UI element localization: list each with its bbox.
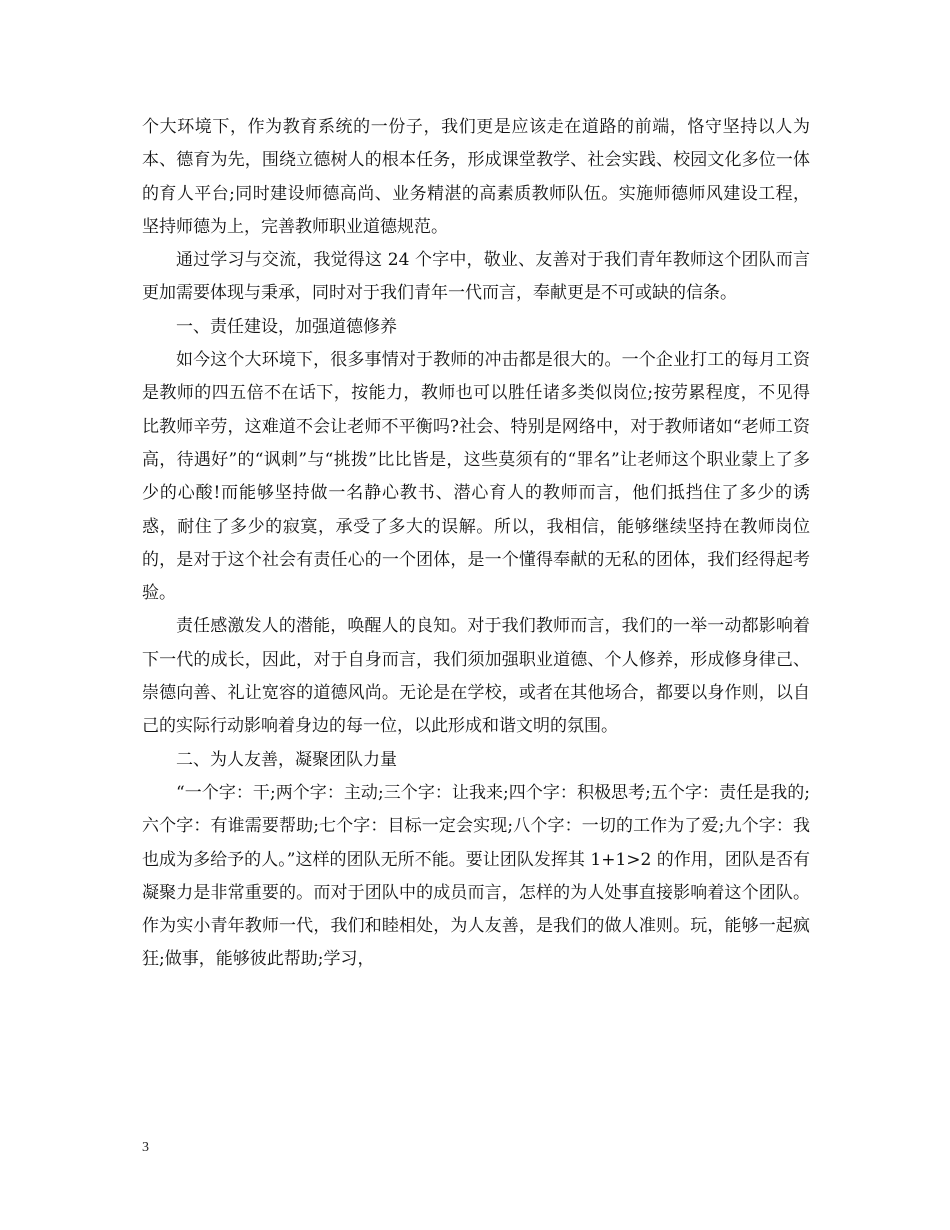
paragraph-3: 如今这个大环境下，很多事情对于教师的冲击都是很大的。一个企业打工的每月工资是教师的四五倍不在话下，按能力，教师也可以胜任诸多类似岗位;按劳累程度，不见得比教师辛劳，这难道不会让老师不平衡吗?社会、特别是网络中，对于教师诸如“老师工资高，待遇好”的“讽刺”与“挑拨”比比皆是，这些莫须有的“罪名”让老师这个职业蒙上了多少的心酸!而能够坚持做一名静心教书、潜心育人的教师而言，他们抵挡住了多少的诱惑，耐住了多少的寂寞，承受了多大的误解。所以，我相信，能够继续坚持在教师岗位的，是对于这个社会有责任心的一个团体，是一个懂得奉献的无私的团体，我们经得起考验。 [142,350,810,604]
paragraph-5: “一个字：干;两个字：主动;三个字：让我来;四个字：积极思考;五个字：责任是我的;六个字：有谁需要帮助;七个字：目标一定会实现;八个字：一切的工作为了爱;九个字：我也成为多给予的人。”这样的团队无所不能。要让团队发挥其 1+1>2 的作用，团队是否有凝聚力是非常重要的。而对于团队中的成员而言，怎样的为人处事直接影响着这个团队。作为实小青年教师一代，我们和睦相处，为人友善，是我们的做人准则。玩，能够一起疯狂;做事，能够彼此帮助;学习， [142,782,810,970]
section-heading-1: 一、责任建设，加强道德修养 [176,316,397,337]
section-heading-2: 二、为人友善，凝聚团队力量 [176,749,397,770]
paragraph-2: 通过学习与交流，我觉得这 24 个字中，敬业、友善对于我们青年教师这个团队而言更加需要体现与秉承，同时对于我们青年一代而言，奉献更是不可或缺的信条。 [142,250,810,304]
body-text [142,111,810,977]
paragraph-4: 责任感激发人的潜能，唤醒人的良知。对于我们教师而言，我们的一举一动都影响着下一代的成长，因此，对于自身而言，我们须加强职业道德、个人修养，形成修身律己、崇德向善、礼让宽容的道德风尚。无论是在学校，或者在其他场合，都要以身作则，以自己的实际行动影响着身边的每一位，以此形成和谐文明的氛围。 [142,616,810,737]
page-number: 3 [142,1140,149,1155]
paragraph-1: 个大环境下，作为教育系统的一份子，我们更是应该走在道路的前端，恪守坚持以人为本、德育为先，围绕立德树人的根本任务，形成课堂教学、社会实践、校园文化多位一体的育人平台;同时建设师德高尚、业务精湛的高素质教师队伍。实施师德师风建设工程，坚持师德为上，完善教师职业道德规范。 [142,117,810,237]
